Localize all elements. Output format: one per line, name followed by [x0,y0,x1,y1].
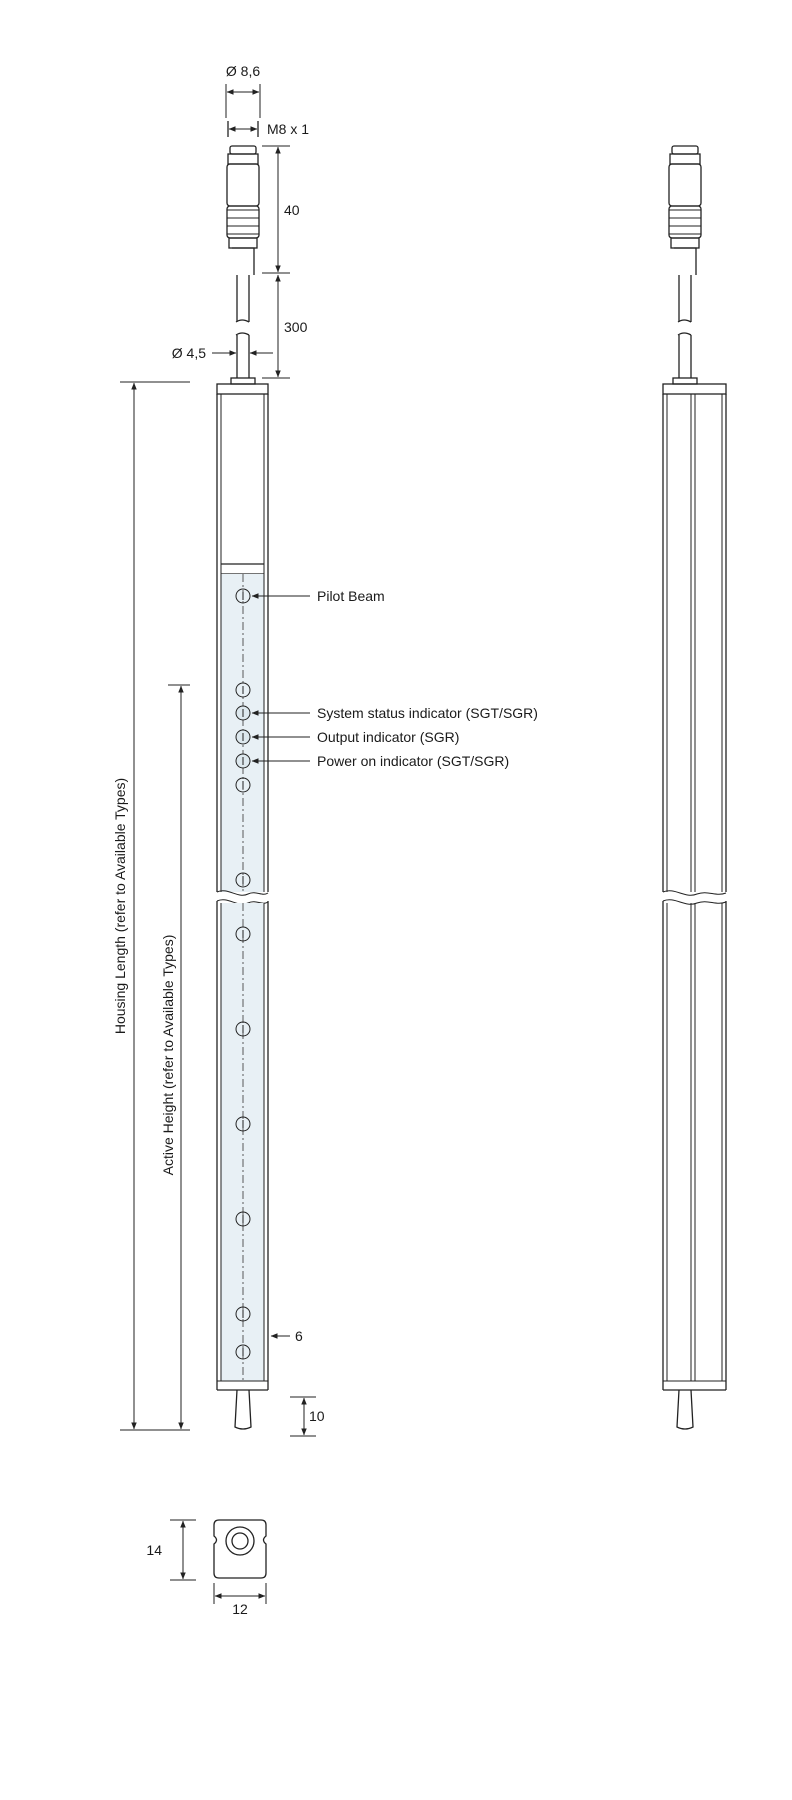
cable [231,275,255,384]
side-housing [663,384,726,1429]
cross-height-label: 14 [146,1542,162,1558]
dim-tip-length [290,1397,325,1436]
thread-label: M8 x 1 [267,121,310,137]
side-offset-label: 6 [295,1328,303,1344]
dim-active-height [160,685,190,1429]
pilot-beam-label: Pilot Beam [317,588,385,604]
dim-cable-length [262,275,308,378]
dim-cable-diameter [172,345,273,361]
power-on-label: Power on indicator (SGT/SGR) [317,753,510,769]
dim-thread [228,121,309,137]
active-height-label: Active Height (refer to Available Types) [160,934,176,1176]
cable-length-label: 300 [284,319,308,335]
dim-side-offset [271,1328,303,1344]
dim-cross-width [214,1583,266,1617]
dim-cross-height [146,1520,196,1580]
system-status-led [236,706,250,720]
cable-diameter-label: Ø 4,5 [171,345,206,361]
side-cable [673,275,697,384]
housing [217,384,268,1429]
indicator-callouts [252,588,538,769]
connector-length-label: 40 [284,202,300,218]
housing-length-label: Housing Length (refer to Available Types) [112,777,128,1035]
connector [227,146,259,275]
side-connector [669,146,701,275]
system-status-label: System status indicator (SGT/SGR) [317,705,538,721]
front-view [112,63,538,1436]
dim-housing-length [112,382,190,1430]
cross-section [146,1520,266,1617]
output-indicator-label: Output indicator (SGR) [317,729,460,745]
power-led [236,754,250,768]
dim-connector-diameter [226,63,260,118]
dim-connector-length [262,146,300,273]
side-view [663,146,726,1429]
tip-length-label: 10 [309,1408,325,1424]
output-led [236,730,250,744]
cross-width-label: 12 [232,1601,248,1617]
connector-diameter-label: Ø 8,6 [225,63,261,79]
